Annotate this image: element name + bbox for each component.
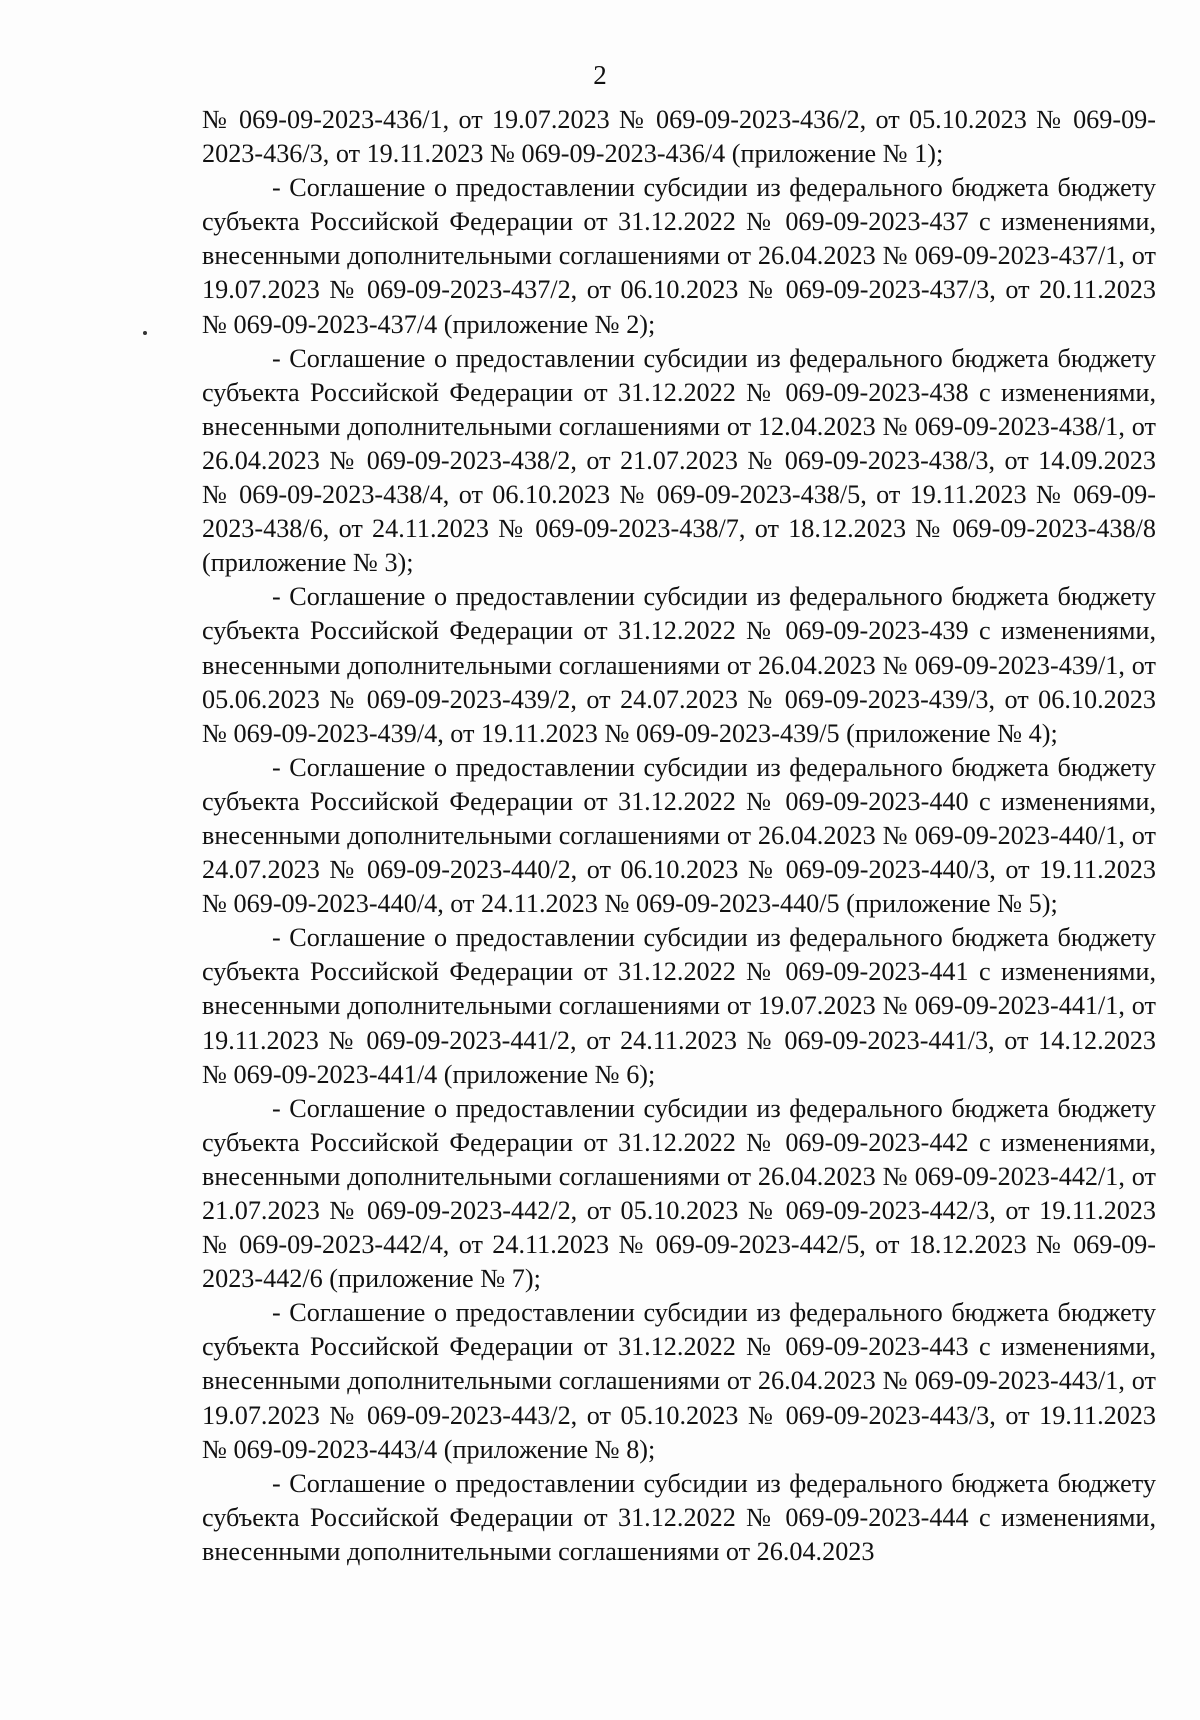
paragraph-agreement-437: - Соглашение о предоставлении субсидии из федерального бюджета бюджету субъекта Российской Федерации от 31.12.2022 № 069-09-2023-437 с изменениями, внесенными дополнительными соглашениями от 26.04.2023 № 069-09-2023-437/1, от 19.07.2023 № 069-09-2023-437/2, от 06.10.2023 № 069-09-2023-437/3, от 20.11.2023 № 069-09-2023-437/4 (приложение № 2); (202, 173, 1156, 339)
paragraph-continuation: № 069-09-2023-436/1, от 19.07.2023 № 069-09-2023-436/2, от 05.10.2023 № 069-09-2023-436/3, от 19.11.2023 № 069-09-2023-436/4 (приложение № 1); (202, 105, 1156, 169)
page-number: 2 (593, 60, 607, 90)
paragraph-agreement-440: - Соглашение о предоставлении субсидии из федерального бюджета бюджету субъекта Российской Федерации от 31.12.2022 № 069-09-2023-440 с изменениями, внесенными дополнительными соглашениями от 26.04.2023 № 069-09-2023-440/1, от 24.07.2023 № 069-09-2023-440/2, от 06.10.2023 № 069-09-2023-440/3, от 19.11.2023 № 069-09-2023-440/4, от 24.11.2023 № 069-09-2023-440/5 (приложение № 5); (202, 752, 1156, 919)
document-body (202, 103, 1156, 1569)
paragraph-agreement-443: - Соглашение о предоставлении субсидии из федерального бюджета бюджету субъекта Российской Федерации от 31.12.2022 № 069-09-2023-443 с изменениями, внесенными дополнительными соглашениями от 26.04.2023 № 069-09-2023-443/1, от 19.07.2023 № 069-09-2023-443/2, от 05.10.2023 № 069-09-2023-443/3, от 19.11.2023 № 069-09-2023-443/4 (приложение № 8); (202, 1298, 1156, 1464)
paragraph-agreement-438: - Соглашение о предоставлении субсидии из федерального бюджета бюджету субъекта Российской Федерации от 31.12.2022 № 069-09-2023-438 с изменениями, внесенными дополнительными соглашениями от 12.04.2023 № 069-09-2023-438/1, от 26.04.2023 № 069-09-2023-438/2, от 21.07.2023 № 069-09-2023-438/3, от 14.09.2023 № 069-09-2023-438/4, от 06.10.2023 № 069-09-2023-438/5, от 19.11.2023 № 069-09-2023-438/6, от 24.11.2023 № 069-09-2023-438/7, от 18.12.2023 № 069-09-2023-438/8 (приложение № 3); (202, 343, 1156, 578)
paragraph-agreement-442: - Соглашение о предоставлении субсидии из федерального бюджета бюджету субъекта Российской Федерации от 31.12.2022 № 069-09-2023-442 с изменениями, внесенными дополнительными соглашениями от 26.04.2023 № 069-09-2023-442/1, от 21.07.2023 № 069-09-2023-442/2, от 05.10.2023 № 069-09-2023-442/3, от 19.11.2023 № 069-09-2023-442/4, от 24.11.2023 № 069-09-2023-442/5, от 18.12.2023 № 069-09-2023-442/6 (приложение № 7); (202, 1093, 1156, 1294)
scan-speck (143, 331, 147, 335)
paragraph-agreement-439: - Соглашение о предоставлении субсидии из федерального бюджета бюджету субъекта Российской Федерации от 31.12.2022 № 069-09-2023-439 с изменениями, внесенными дополнительными соглашениями от 26.04.2023 № 069-09-2023-439/1, от 05.06.2023 № 069-09-2023-439/2, от 24.07.2023 № 069-09-2023-439/3, от 06.10.2023 № 069-09-2023-439/4, от 19.11.2023 № 069-09-2023-439/5 (приложение № 4); (202, 582, 1156, 748)
paragraph-agreement-441: - Соглашение о предоставлении субсидии из федерального бюджета бюджету субъекта Российской Федерации от 31.12.2022 № 069-09-2023-441 с изменениями, внесенными дополнительными соглашениями от 19.07.2023 № 069-09-2023-441/1, от 19.11.2023 № 069-09-2023-441/2, от 24.11.2023 № 069-09-2023-441/3, от 14.12.2023 № 069-09-2023-441/4 (приложение № 6); (202, 923, 1156, 1089)
paragraph-agreement-444: - Соглашение о предоставлении субсидии из федерального бюджета бюджету субъекта Российской Федерации от 31.12.2022 № 069-09-2023-444 с изменениями, внесенными дополнительными соглашениями от 26.04.2023 (202, 1468, 1156, 1566)
